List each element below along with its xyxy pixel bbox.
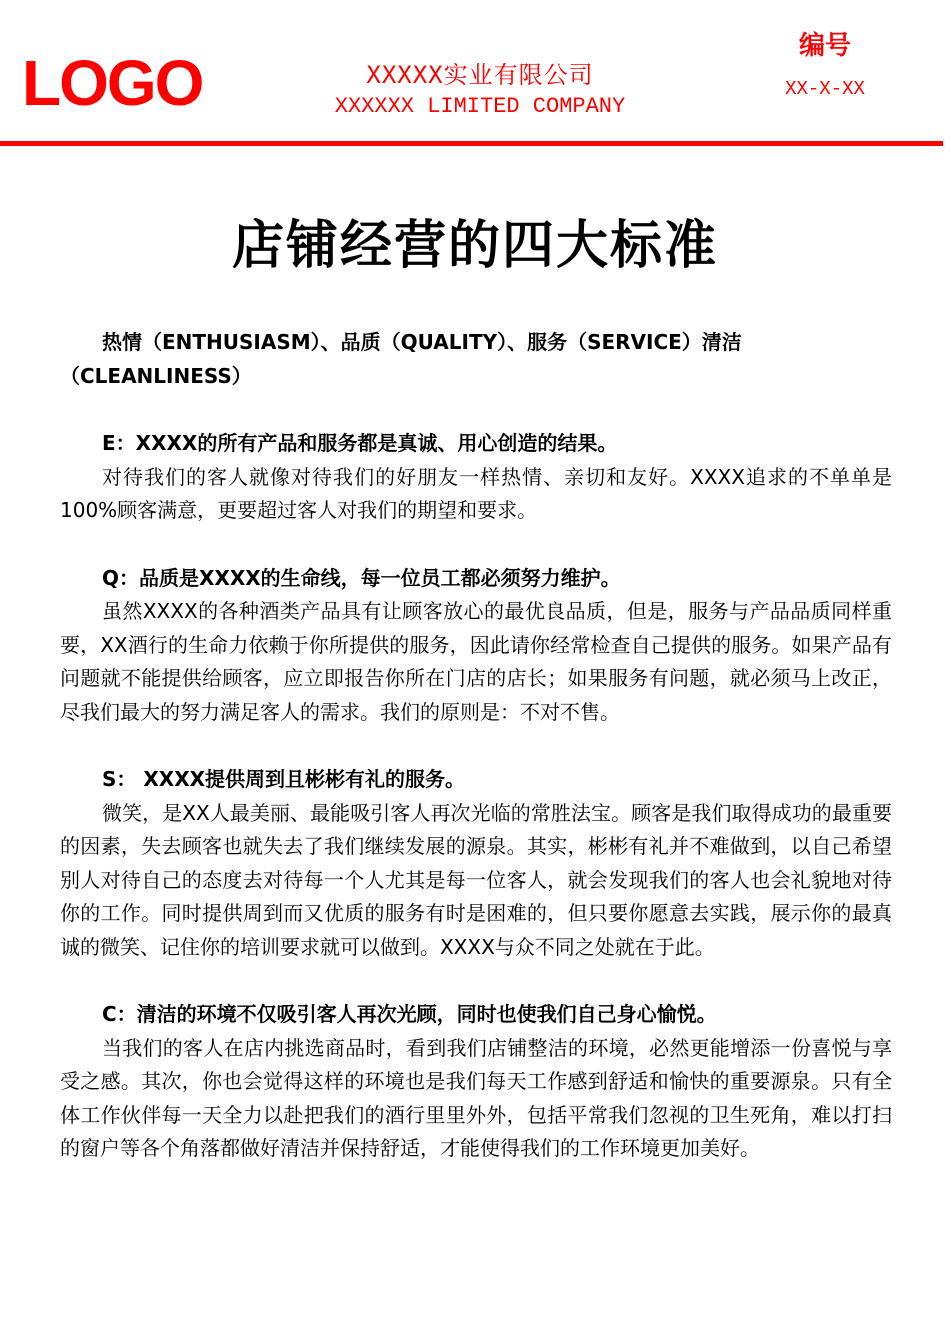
section-heading: E：XXXX的所有产品和服务都是真诚、用心创造的结果。 bbox=[102, 431, 618, 455]
section-heading: C：清洁的环境不仅吸引客人再次光顾，同时也使我们自己身心愉悦。 bbox=[102, 1002, 717, 1026]
document-body bbox=[60, 326, 892, 1200]
section-paragraph: 虽然XXXX的各种酒类产品具有让顾客放心的最优良品质，但是，服务与产品品质同样重要，XX酒行的生命力依赖于你所提供的服务，因此请你经常检查自己提供的服务。如果产品有问题就不能提供给顾客，应立即报告你所在门店的店长；如果服务有问题，就必须马上改正，尽我们最大的努力满足客人的需求。我们的原则是：不对不售。 bbox=[60, 599, 892, 724]
section-cleanliness bbox=[60, 998, 892, 1166]
intro-paragraph: 热情（ENTHUSIASM）、品质（QUALITY）、服务（SERVICE）清洁（CLEANLINESS） bbox=[60, 330, 742, 388]
section-paragraph: 微笑，是XX人最美丽、最能吸引客人再次光临的常胜法宝。顾客是我们取得成功的最重要的因素，失去顾客也就失去了我们继续发展的源泉。其实，彬彬有礼并不难做到，以自己希望别人对待自己的态度去对待每一个人尤其是每一位客人，就会发现我们的客人也会礼貌地对待你的工作。同时提供周到而又优质的服务有时是困难的，但只要你愿意去实践，展示你的最真诚的微笑、记住你的培训要求就可以做到。XXXX与众不同之处就在于此。 bbox=[60, 800, 892, 959]
company-logo: LOGO bbox=[22, 47, 203, 119]
section-paragraph: 当我们的客人在店内挑选商品时，看到我们店铺整洁的环境，必然更能增添一份喜悦与享受之感。其次，你也会觉得这样的环境也是我们每天工作感到舒适和愉快的重要源泉。只有全体工作伙伴每一天全力以赴把我们的酒行里里外外，包括平常我们忽视的卫生死角，难以打扫的窗户等各个角落都做好清洁并保持舒适，才能使得我们的工作环境更加美好。 bbox=[60, 1035, 892, 1160]
section-heading: Q：品质是XXXX的生命线，每一位员工都必须努力维护。 bbox=[102, 565, 621, 590]
section-enthusiasm bbox=[60, 427, 892, 528]
document-number-label: 编号 bbox=[798, 31, 851, 61]
header-divider bbox=[0, 141, 943, 146]
page-title: 店铺经营的四大标准 bbox=[231, 214, 718, 276]
section-paragraph: 对待我们的客人就像对待我们的好朋友一样热情、亲切和友好。XXXX追求的不单单是100%顾客满意，更要超过客人对我们的期望和要求。 bbox=[60, 464, 892, 522]
document-number-value: XX-X-XX bbox=[785, 78, 865, 100]
section-heading: S： XXXX提供周到且彬彬有礼的服务。 bbox=[102, 767, 466, 791]
document-header bbox=[0, 0, 950, 150]
document-number-block bbox=[770, 28, 880, 102]
section-quality bbox=[60, 562, 892, 730]
section-service bbox=[60, 763, 892, 964]
company-name-cn: XXXXX实业有限公司 bbox=[366, 61, 594, 89]
company-name-en: XXXXXX LIMITED COMPANY bbox=[334, 94, 626, 119]
company-name-block bbox=[300, 58, 660, 122]
